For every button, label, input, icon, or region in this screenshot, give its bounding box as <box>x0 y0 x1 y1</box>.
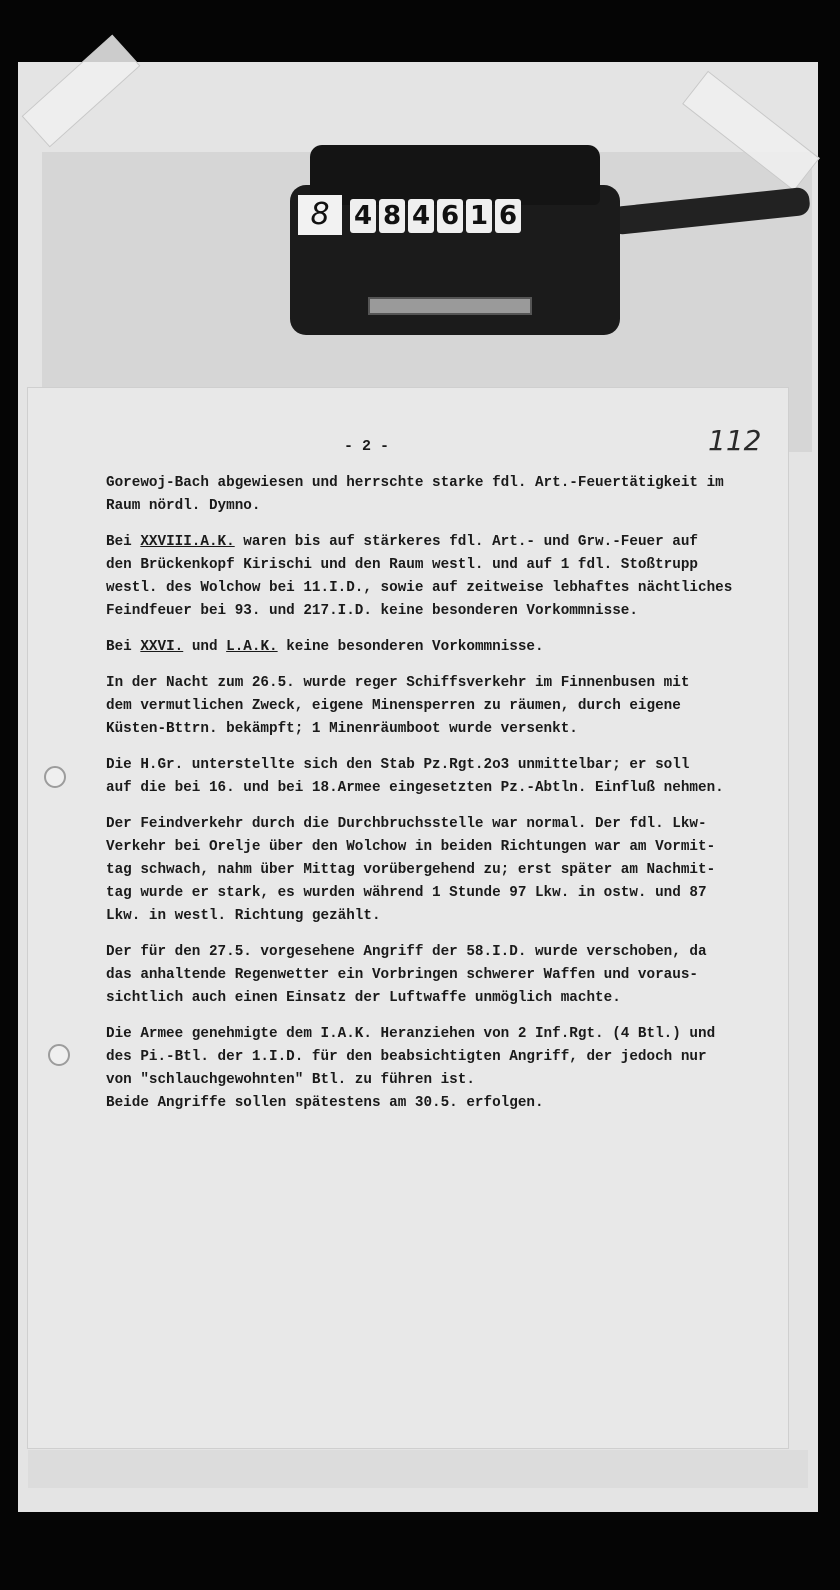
text-segment: des Pi.-Btl. der 1.I.D. für den beabsichtigten Angriff, der jedoch nur <box>106 1049 707 1065</box>
text-line <box>106 859 796 882</box>
text-segment: Der für den 27.5. vorgesehene Angriff der 58.I.D. wurde verschoben, da <box>106 944 707 960</box>
text-line <box>106 882 796 905</box>
backing-bottom-strip <box>28 1450 808 1488</box>
unit-designation: XXVI. <box>140 639 184 655</box>
text-segment: Gorewoj-Bach abgewiesen und herrschte starke fdl. Art.-Feuertätigkeit im <box>106 475 724 491</box>
text-line <box>106 836 796 859</box>
counter-digit: 4 <box>350 199 376 233</box>
text-line <box>106 495 796 518</box>
text-line <box>106 1092 796 1115</box>
text-segment: und <box>183 639 227 655</box>
unit-designation: L.A.K. <box>226 639 278 655</box>
text-line <box>106 1023 796 1046</box>
paragraph <box>106 1023 796 1115</box>
text-segment: das anhaltende Regenwetter ein Vorbringen schwerer Waffen und voraus- <box>106 967 698 983</box>
text-segment: auf die bei 16. und bei 18.Armee eingesetzten Pz.-Abtln. Einfluß nehmen. <box>106 780 724 796</box>
text-line <box>106 941 796 964</box>
text-segment: In der Nacht zum 26.5. wurde reger Schiffsverkehr im Finnenbusen mit <box>106 675 690 691</box>
text-line <box>106 987 796 1010</box>
text-line <box>106 472 796 495</box>
counter-digit: 4 <box>408 199 434 233</box>
paragraph <box>106 672 796 741</box>
text-segment: tag schwach, nahm über Mittag vorübergehend zu; erst später am Nachmit- <box>106 862 716 878</box>
paragraph <box>106 941 796 1010</box>
text-line <box>106 905 796 928</box>
page-number: - 2 - <box>344 438 390 455</box>
text-segment: Bei <box>106 534 141 550</box>
text-segment: Die H.Gr. unterstellte sich den Stab Pz.Rgt.2o3 unmittelbar; er soll <box>106 757 690 773</box>
counter-digit: 6 <box>495 199 521 233</box>
text-line <box>106 1069 796 1092</box>
text-segment: Feindfeuer bei 93. und 217.I.D. keine besonderen Vorkommnisse. <box>106 603 638 619</box>
text-segment: Raum nördl. Dymno. <box>106 498 261 514</box>
paragraph <box>106 813 796 928</box>
paragraph <box>106 636 796 659</box>
text-line <box>106 718 796 741</box>
handwritten-folio-number: 112 <box>708 424 762 457</box>
text-segment: westl. des Wolchow bei 11.I.D., sowie auf zeitweise lebhaftes nächtliches <box>106 580 733 596</box>
frame-counter-device <box>290 145 650 335</box>
counter-digit: 8 <box>379 199 405 233</box>
text-line <box>106 636 796 659</box>
text-line <box>106 531 796 554</box>
text-segment: Beide Angriffe sollen spätestens am 30.5. erfolgen. <box>106 1095 544 1111</box>
text-segment: Küsten-Bttrn. bekämpft; 1 Minenräumboot wurde versenkt. <box>106 721 578 737</box>
text-segment: Verkehr bei Orelje über den Wolchow in beiden Richtungen war am Vormit- <box>106 839 716 855</box>
reel-tag: 8 <box>298 195 342 235</box>
text-line <box>106 813 796 836</box>
text-segment: waren bis auf stärkeres fdl. Art.- und Grw.-Feuer auf <box>234 534 698 550</box>
text-line <box>106 777 796 800</box>
text-line <box>106 600 796 623</box>
paragraph <box>106 531 796 623</box>
document-body <box>106 472 796 1128</box>
text-segment: Bei <box>106 639 141 655</box>
counter-cap <box>310 145 600 205</box>
text-line <box>106 964 796 987</box>
text-segment: sichtlich auch einen Einsatz der Luftwaffe unmöglich machte. <box>106 990 621 1006</box>
text-line <box>106 695 796 718</box>
counter-digit: 1 <box>466 199 492 233</box>
text-line <box>106 554 796 577</box>
punch-hole <box>48 1044 70 1066</box>
counter-plate <box>368 297 532 315</box>
text-segment: dem vermutlichen Zweck, eigene Minensperren zu räumen, durch eigene <box>106 698 681 714</box>
text-line <box>106 577 796 600</box>
text-segment: Der Feindverkehr durch die Durchbruchsstelle war normal. Der fdl. Lkw- <box>106 816 707 832</box>
paragraph <box>106 754 796 800</box>
unit-designation: XXVIII.A.K. <box>140 534 235 550</box>
punch-hole <box>44 766 66 788</box>
counter-digit: 6 <box>437 199 463 233</box>
text-segment: von "schlauchgewohnten" Btl. zu führen ist. <box>106 1072 475 1088</box>
counter-digits <box>350 199 521 233</box>
document-page <box>28 388 788 1448</box>
text-segment: den Brückenkopf Kirischi und den Raum westl. und auf 1 fdl. Stoßtrupp <box>106 557 698 573</box>
text-segment: Die Armee genehmigte dem I.A.K. Heranziehen von 2 Inf.Rgt. (4 Btl.) und <box>106 1026 716 1042</box>
text-segment: Lkw. in westl. Richtung gezählt. <box>106 908 381 924</box>
text-segment: tag wurde er stark, es wurden während 1 Stunde 97 Lkw. in ostw. und 87 <box>106 885 707 901</box>
paragraph <box>106 472 796 518</box>
text-line <box>106 1046 796 1069</box>
text-segment: keine besonderen Vorkommnisse. <box>277 639 544 655</box>
text-line <box>106 672 796 695</box>
text-line <box>106 754 796 777</box>
